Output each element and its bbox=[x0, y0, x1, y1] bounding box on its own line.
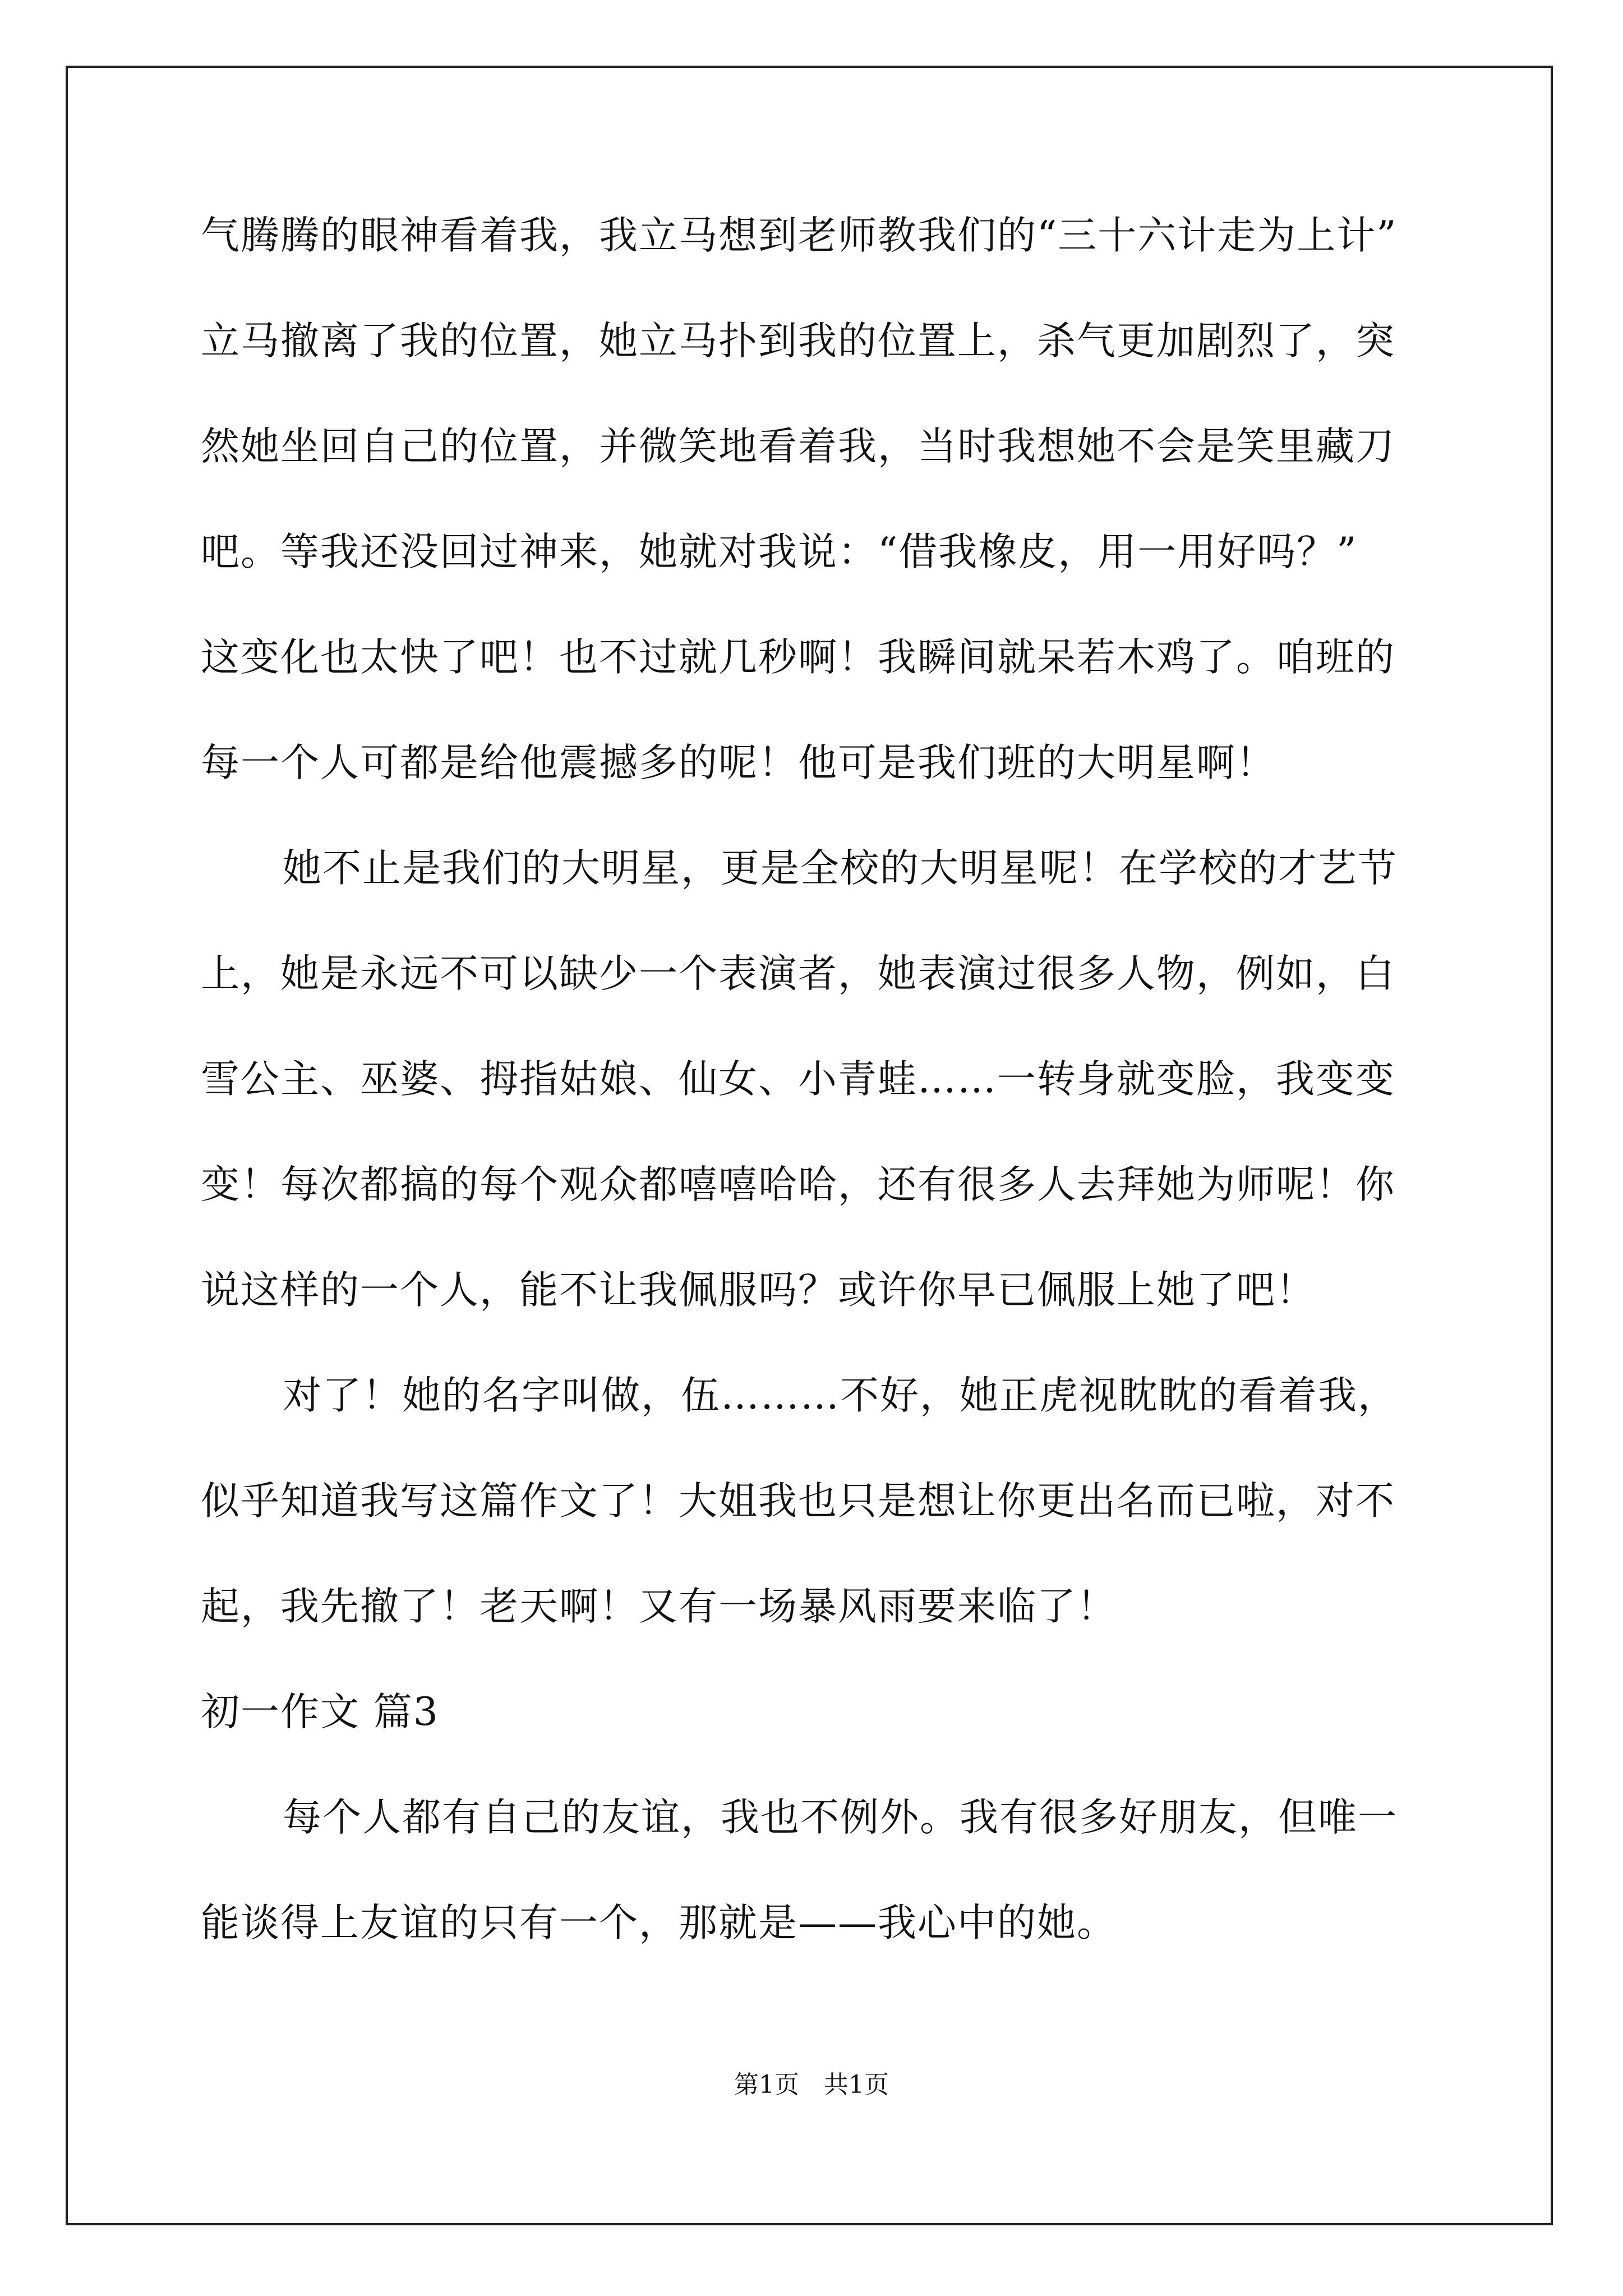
text-line: 立马撤离了我的位置，她立马扑到我的位置上，杀气更加剧烈了，突 bbox=[201, 319, 1395, 364]
text-line: 气腾腾的眼神看着我，我立马想到老师教我们的“三十六计走为上计” bbox=[201, 213, 1398, 258]
text-line: 说这样的一个人，能不让我佩服吗？或许你早已佩服上她了吧！ bbox=[201, 1268, 1316, 1313]
text-line: 这变化也太快了吧！也不过就几秒啊！我瞬间就呆若木鸡了。咱班的 bbox=[201, 635, 1395, 680]
page-number-footer: 第1页 共1页 bbox=[734, 2070, 889, 2099]
text-line: 雪公主、巫婆、拇指姑娘、仙女、小青蛙……一转身就变脸，我变变 bbox=[201, 1057, 1395, 1102]
text-line: 似乎知道我写这篇作文了！大姐我也只是想让你更出名而已啦，对不 bbox=[201, 1479, 1395, 1524]
paragraph-first-line: 对了！她的名字叫做，伍………不好，她正虎视眈眈的看着我， bbox=[283, 1373, 1398, 1418]
text-line: 能谈得上友谊的只有一个，那就是——我心中的她。 bbox=[201, 1901, 1117, 1945]
text-line: 上，她是永远不可以缺少一个表演者，她表演过很多人物，例如，白 bbox=[201, 951, 1395, 996]
text-line: 吧。等我还没回过神来，她就对我说：“借我橡皮，用一用好吗？” bbox=[201, 530, 1358, 574]
document-body bbox=[201, 213, 1423, 2006]
text-line: 起，我先撤了！老天啊！又有一场暴风雨要来临了！ bbox=[201, 1584, 1117, 1629]
text-line: 每一个人可都是给他震撼多的呢！他可是我们班的大明星啊！ bbox=[201, 740, 1276, 785]
section-heading: 初一作文 篇3 bbox=[201, 1690, 439, 1734]
paragraph-first-line: 每个人都有自己的友谊，我也不例外。我有很多好朋友，但唯一 bbox=[283, 1795, 1398, 1840]
paragraph-first-line: 她不止是我们的大明星，更是全校的大明星呢！在学校的才艺节 bbox=[283, 846, 1398, 891]
text-line: 然她坐回自己的位置，并微笑地看着我，当时我想她不会是笑里藏刀 bbox=[201, 424, 1395, 469]
text-line: 变！每次都搞的每个观众都嘻嘻哈哈，还有很多人去拜她为师呢！你 bbox=[201, 1162, 1395, 1207]
